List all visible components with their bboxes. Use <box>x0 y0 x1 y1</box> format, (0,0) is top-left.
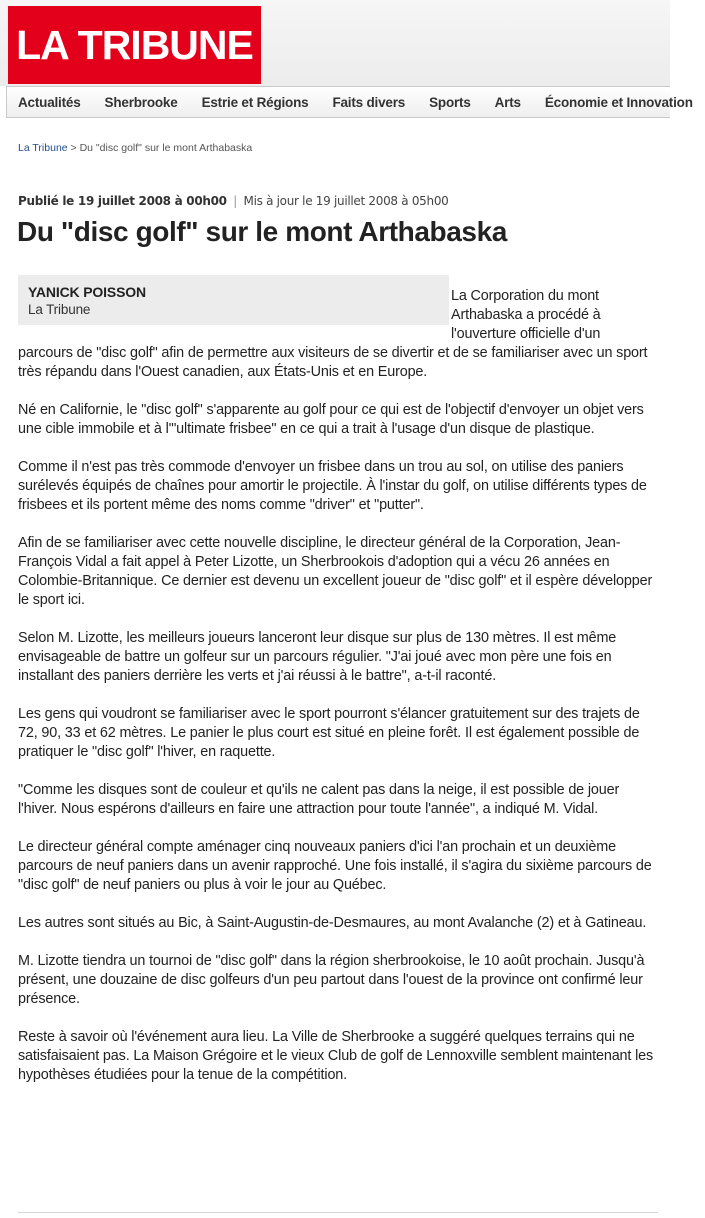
article-paragraph: Les gens qui voudront se familiariser avec le sport pourront s'élancer gratuitement sur des trajets de 72, 90, 33 et 62 mètres. Le panier le plus court est situé en pleine forêt. Il est également possible de pratiquer le "disc golf" l'hiver, en raquette. <box>18 706 640 760</box>
breadcrumb-current: Du "disc golf" sur le mont Arthabaska <box>79 142 253 154</box>
author-name: YANICK POISSON <box>28 284 146 300</box>
nav-item-economie[interactable]: Économie et Innovation <box>544 95 693 110</box>
updated-date: Mis à jour le 19 juillet 2008 à 05h00 <box>243 194 449 208</box>
breadcrumb-home-link[interactable]: La Tribune <box>18 142 68 154</box>
article-paragraph: Comme il n'est pas très commode d'envoyer un frisbee dans un trou au sol, on utilise des paniers surélevés équipés de chaînes pour amortir le projectile. À l'instar du golf, on utilise différents types de frisbees et ils portent même des noms comme "driver" et "putter". <box>18 459 647 513</box>
nav-item-sherbrooke[interactable]: Sherbrooke <box>104 95 178 110</box>
article-paragraph: Selon M. Lizotte, les meilleurs joueurs lanceront leur disque sur plus de 130 mètres. Il est même envisageable de battre un golfeur sur un parcours régulier. "J'ai joué avec mon père une fois en installant des paniers derrière les verts et j'ai réussi à le battre", a-t-il raconté. <box>18 630 617 684</box>
article-paragraph: Le directeur général compte aménager cinq nouveaux paniers d'ici l'an prochain et un deuxième parcours de neuf paniers dans un avenir rapproché. Une fois installé, il s'agira du sixième parcours de "disc golf" de neuf paniers ou plus à voir le jour au Québec. <box>18 839 652 893</box>
nav-item-faits-divers[interactable]: Faits divers <box>332 95 406 110</box>
author-box <box>18 275 449 325</box>
article-title: Du "disc golf" sur le mont Arthabaska <box>17 216 507 247</box>
site-header <box>0 0 670 86</box>
date-separator: | <box>233 194 237 208</box>
footer-divider <box>18 1212 658 1213</box>
article-paragraph: Né en Californie, le "disc golf" s'apparente au golf pour ce qui est de l'objectif d'envoyer un objet vers une cible immobile et à l'"ultimate frisbee" en ce qui a trait à l'usage d'un disque de plastique. <box>18 402 644 437</box>
article-paragraph: "Comme les disques sont de couleur et qu'ils ne calent pas dans la neige, il est possible de jouer l'hiver. Nous espérons d'ailleurs en faire une attraction pour toute l'année", a indiqué M. Vidal. <box>18 782 620 817</box>
article-dates <box>18 194 449 208</box>
breadcrumb-separator: > <box>67 142 80 154</box>
breadcrumb <box>18 142 252 154</box>
article-paragraph: Reste à savoir où l'événement aura lieu. La Ville de Sherbrooke a suggéré quelques terrains qui ne satisfaisaient pas. La Maison Grégoire et le vieux Club de golf de Lennoxville semblent maintenant les hypothèses étudiées pour la tenue de la compétition. <box>18 1029 654 1083</box>
published-date: Publié le 19 juillet 2008 à 00h00 <box>18 194 227 208</box>
article-paragraph: La Corporation du mont Arthabaska a procédé à l'ouverture officielle d'un parcours de "disc golf" afin de permettre aux visiteurs de se divertir et de se familiariser avec un sport très répandu dans l'Ouest canadien, aux États-Unis et en Europe. <box>18 288 648 380</box>
nav-item-actualites[interactable]: Actualités <box>18 95 81 110</box>
nav-item-arts[interactable]: Arts <box>494 95 521 110</box>
article-paragraph: Afin de se familiariser avec cette nouvelle discipline, le directeur général de la Corporation, Jean-François Vidal a fait appel à Peter Lizotte, un Sherbrookois d'adoption qui a vécu 26 années en Colombie-Britannique. Ce dernier est devenu un excellent joueur de "disc golf" et il espère développer le sport ici. <box>18 535 653 608</box>
nav-item-estrie-regions[interactable]: Estrie et Régions <box>201 95 309 110</box>
article-body <box>18 275 658 1104</box>
main-nav <box>6 86 693 118</box>
nav-item-sports[interactable]: Sports <box>429 95 471 110</box>
article-paragraph: M. Lizotte tiendra un tournoi de "disc golf" dans la région sherbrookoise, le 10 août prochain. Jusqu'à présent, une douzaine de disc golfeurs d'un peu partout dans l'ouest de la province ont confirmé leur présence. <box>18 953 645 1007</box>
site-logo[interactable]: LA TRIBUNE <box>8 6 261 84</box>
article-paragraph: Les autres sont situés au Bic, à Saint-Augustin-de-Desmaures, au mont Avalanche (2) et à Gatineau. <box>18 915 647 931</box>
author-organization: La Tribune <box>28 302 91 317</box>
